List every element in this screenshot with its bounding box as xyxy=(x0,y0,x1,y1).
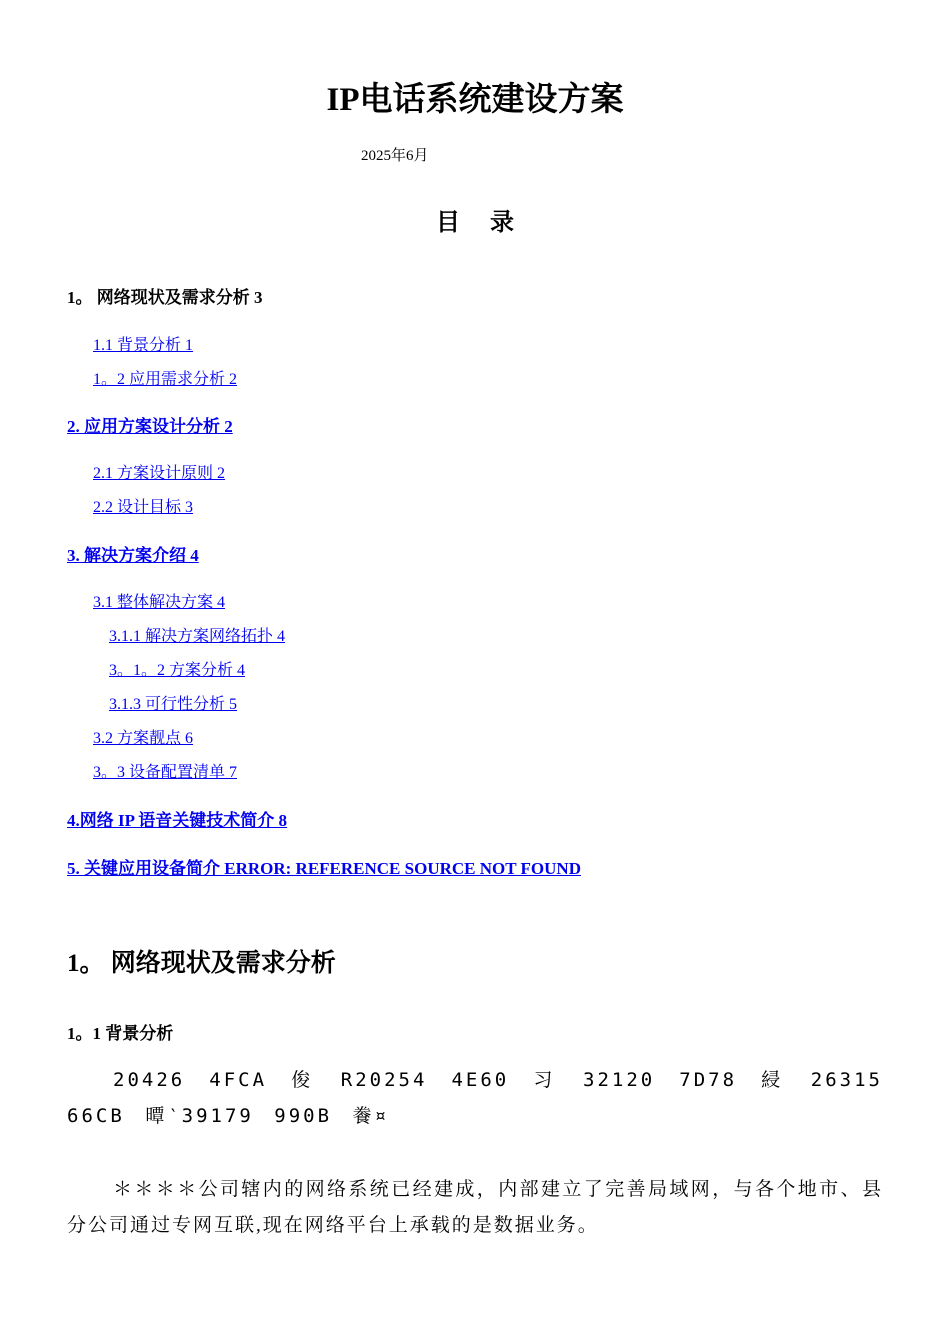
toc-heading: 目 录 xyxy=(436,210,526,236)
toc-link-2-2[interactable]: 2.2 设计目标 3 xyxy=(93,499,194,516)
toc-link-3-1-1[interactable]: 3.1.1 解决方案网络拓扑 4 xyxy=(109,628,286,645)
toc-link-3-3[interactable]: 3。3 设备配置清单 7 xyxy=(93,764,238,781)
body-paragraph: ＊＊＊＊公司辖内的网络系统已经建成，内部建立了完善局域网，与各个地市、县分公司通过专网互联,现在网络平台上承载的是数据业务。 xyxy=(67,1179,883,1236)
toc-link-1-2[interactable]: 1。2 应用需求分析 2 xyxy=(93,371,238,388)
document-date: 2025年6月 xyxy=(361,148,429,164)
toc-entry-1: 1。 网络现状及需求分析 3 xyxy=(67,288,263,307)
toc-link-5[interactable]: 5. 关键应用设备简介 ERROR: REFERENCE SOURCE NOT FOUND xyxy=(67,859,581,878)
section-heading: 1。 网络现状及需求分析 xyxy=(67,950,336,977)
toc-link-2[interactable]: 2. 应用方案设计分析 2 xyxy=(67,417,233,436)
toc-link-3[interactable]: 3. 解决方案介绍 4 xyxy=(67,546,199,565)
garbled-paragraph: 20426 4FCA 俊 R20254 4E60 习 32120 7D78 綅 26315 66CB 曋‵39179 990B 餋¤ xyxy=(67,1069,883,1127)
toc-link-3-2[interactable]: 3.2 方案靓点 6 xyxy=(93,730,194,747)
toc-link-3-1[interactable]: 3.1 整体解决方案 4 xyxy=(93,594,226,611)
toc-link-3-1-2[interactable]: 3。1。2 方案分析 4 xyxy=(109,662,246,679)
subsection-heading: 1。1 背景分析 xyxy=(67,1024,174,1043)
toc-link-4[interactable]: 4.网络 IP 语音关键技术简介 8 xyxy=(67,811,288,830)
document-title: IP电话系统建设方案 xyxy=(326,82,624,118)
toc-link-3-1-3[interactable]: 3.1.3 可行性分析 5 xyxy=(109,696,238,713)
toc-link-1-1[interactable]: 1.1 背景分析 1 xyxy=(93,337,194,354)
toc-link-2-1[interactable]: 2.1 方案设计原则 2 xyxy=(93,465,226,482)
